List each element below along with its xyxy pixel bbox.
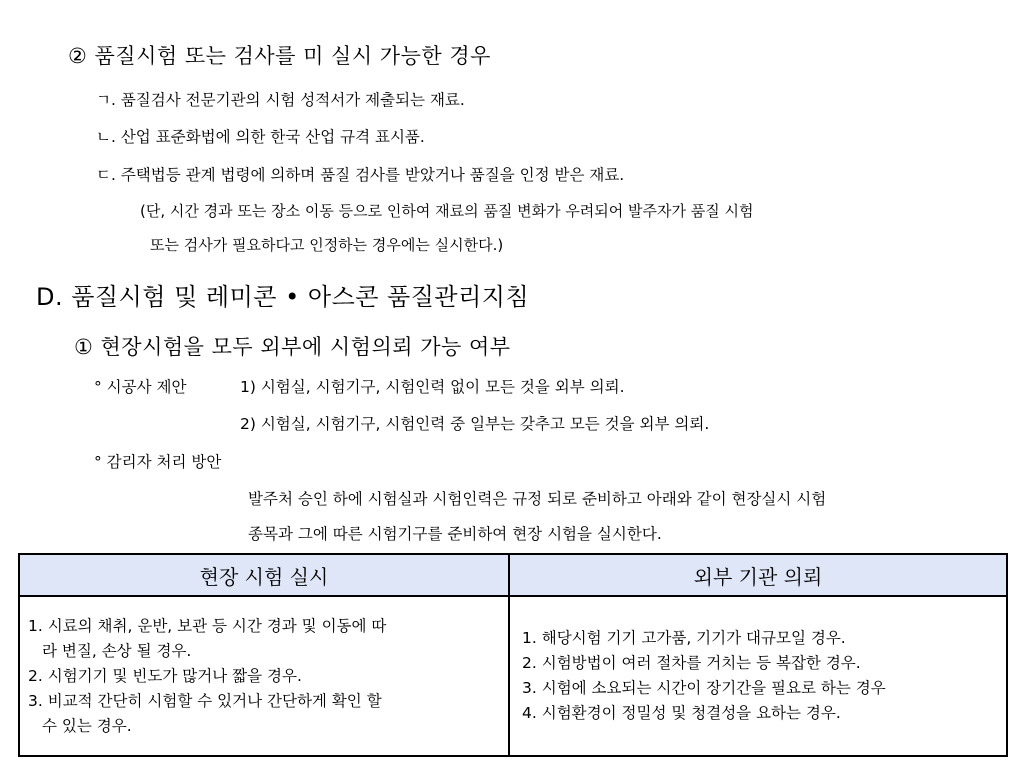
table-header-onsite: 현장 시험 실시	[19, 554, 509, 596]
onsite-item-3-line1: 3. 비교적 간단히 시험할 수 있거나 간단하게 확인 할	[28, 691, 382, 710]
supervisor-label: ° 감리자 처리 방안	[94, 453, 222, 471]
external-cell	[509, 596, 1007, 756]
section-c-note-line1: (단, 시간 경과 또는 장소 이동 등으로 인하여 재료의 품질 변화가 우려되어 발주자가 품질 시험	[140, 202, 754, 220]
list-item	[28, 614, 500, 664]
section-d-subheading: ① 현장시험을 모두 외부에 시험의뢰 가능 여부	[74, 335, 511, 359]
onsite-list	[28, 614, 500, 739]
section-c-item-3: ㄷ. 주택법등 관계 법령에 의하며 품질 검사를 받았거나 품질을 인정 받은 재료.	[96, 166, 625, 184]
onsite-item-1-line1: 1. 시료의 채취, 운반, 보관 등 시간 경과 및 이동에 따	[28, 616, 387, 635]
list-item: 1. 해당시험 기기 고가품, 기기가 대규모일 경우.	[522, 629, 846, 647]
onsite-cell	[19, 596, 509, 756]
table-row	[19, 596, 1007, 756]
table-header-row	[19, 554, 1007, 596]
onsite-item-1-line2: 라 변질, 손상 될 경우.	[42, 641, 192, 660]
section-c-item-2: ㄴ. 산업 표준화법에 의한 한국 산업 규격 표시품.	[96, 128, 425, 146]
onsite-item-2-line1: 2. 시험기기 및 빈도가 많거나 짧을 경우.	[28, 666, 302, 685]
list-item: 4. 시험환경이 정밀성 및 청결성을 요하는 경우.	[522, 704, 841, 722]
contractor-item-1: 1) 시험실, 시험기구, 시험인력 없이 모든 것을 외부 의뢰.	[240, 378, 625, 396]
list-item	[28, 664, 500, 689]
list-item: 3. 시험에 소요되는 시간이 장기간을 필요로 하는 경우	[522, 679, 886, 697]
section-c-item-1: ㄱ. 품질검사 전문기관의 시험 성적서가 제출되는 재료.	[96, 91, 465, 109]
section-c-note-line2: 또는 검사가 필요하다고 인정하는 경우에는 실시한다.)	[150, 236, 504, 254]
list-item	[28, 689, 500, 739]
supervisor-text-line1: 발주처 승인 하에 시험실과 시험인력은 규정 되로 준비하고 아래와 같이 현장실시 시험	[248, 490, 827, 508]
table-header-external: 외부 기관 의뢰	[509, 554, 1007, 596]
external-list	[522, 626, 998, 726]
supervisor-text-line2: 종목과 그에 따른 시험기구를 준비하여 현장 시험을 실시한다.	[248, 525, 662, 543]
section-c-heading: ② 품질시험 또는 검사를 미 실시 가능한 경우	[68, 44, 491, 68]
list-item: 2. 시험방법이 여러 절차를 거치는 등 복잡한 경우.	[522, 654, 861, 672]
section-d-title: D. 품질시험 및 레미콘 • 아스콘 품질관리지침	[36, 283, 530, 311]
contractor-item-2: 2) 시험실, 시험기구, 시험인력 중 일부는 갖추고 모든 것을 외부 의뢰.	[240, 415, 710, 433]
onsite-item-3-line2: 수 있는 경우.	[42, 716, 132, 735]
contractor-label: ° 시공사 제안	[94, 378, 187, 396]
comparison-table	[18, 553, 1008, 757]
